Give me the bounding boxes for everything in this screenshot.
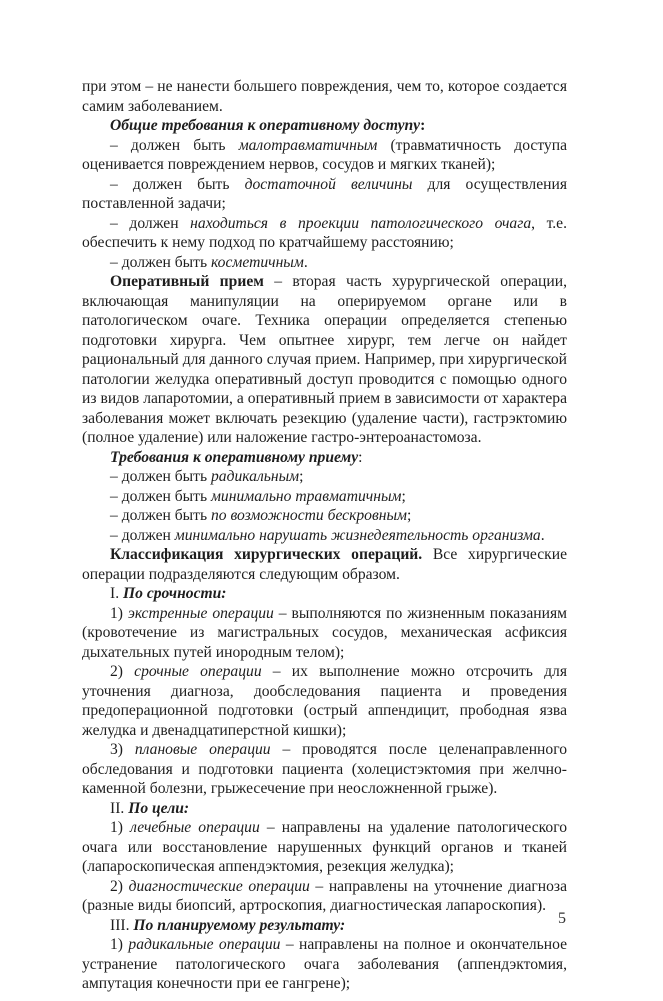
- item-number: 1): [110, 936, 129, 953]
- item-number: 2): [110, 877, 129, 895]
- term-text: Оперативный прием: [110, 273, 264, 290]
- paragraph-continuation: [82, 77, 567, 116]
- term-text: Классификация хирургических операций.: [110, 546, 423, 563]
- item-number: 1): [110, 604, 128, 622]
- text-span: для осуществления поставленной задачи;: [82, 175, 567, 212]
- list-item: [82, 506, 567, 526]
- list-item: [82, 214, 567, 253]
- emphasis-text: малотравматичным: [238, 136, 378, 154]
- text-span: – должен быть: [110, 136, 239, 154]
- text-span: – должен быть: [110, 487, 211, 505]
- emphasis-text: радикальные операции: [128, 936, 281, 953]
- paragraph-operative-technique: [82, 272, 567, 448]
- numbered-item: [82, 740, 567, 799]
- text-span: – направлены на уточнение диагноза (разные виды биопсий, артроскопия, диагностическая лапароскопия).: [82, 877, 567, 914]
- list-item: [82, 136, 567, 175]
- text-span: – направлены на удаление патологического очага или восстановление нарушенных функций органов и тканей (лапароскопическая аппендэктомия, резекция желудка);: [82, 819, 567, 875]
- page-number: 5: [558, 910, 566, 927]
- numbered-item: [82, 604, 567, 663]
- section-numeral: III.: [110, 916, 134, 934]
- section-title: По срочности:: [123, 585, 227, 602]
- section-title: По планируемому результату:: [133, 916, 346, 934]
- section-title: По цели:: [128, 799, 190, 817]
- emphasis-text: лечебные операции: [130, 819, 260, 836]
- heading-text: Требования к оперативному приему: [110, 448, 359, 466]
- numbered-item: [82, 935, 567, 994]
- emphasis-text: экстренные операции: [127, 604, 274, 622]
- text-span: – выполняются по жизненным показаниям (кровотечение из магистральных сосудов, механическая асфиксия дыхательных путей инородным телом);: [82, 604, 567, 661]
- numbered-item: [82, 662, 567, 740]
- emphasis-text: косметичным: [210, 253, 304, 271]
- item-number: 2): [110, 663, 135, 680]
- section-heading-purpose: [82, 799, 567, 819]
- item-number: 3): [110, 741, 135, 758]
- text-span: – должен: [110, 214, 191, 232]
- list-item: [82, 175, 567, 214]
- text-span: .: [303, 253, 308, 271]
- emphasis-text: плановые операции: [134, 741, 271, 758]
- section-heading-result: [82, 916, 567, 936]
- text-span: ;: [401, 487, 406, 505]
- text-span: – их выполнение можно отсрочить для уточнения диагноза, дообследования пациента и проведения предоперационной подготовки (острый аппендицит, прободная язва желудка и двенадцатиперстной кишки);: [82, 663, 567, 739]
- heading-text: Общие требования к оперативному доступу: [110, 117, 421, 134]
- text-span: – должен быть: [110, 507, 211, 524]
- emphasis-text: минимально нарушать жизнедеятельность организма: [174, 526, 541, 544]
- text-span: :: [358, 448, 363, 466]
- text-span: – должен быть: [110, 253, 211, 271]
- text-span: – должен быть: [110, 468, 211, 485]
- text-span: – должен быть: [110, 175, 245, 193]
- text-span: :: [420, 117, 426, 134]
- list-item: [82, 487, 567, 507]
- section-heading-urgency: [82, 584, 567, 604]
- numbered-item: [82, 877, 567, 916]
- emphasis-text: срочные операции: [134, 663, 262, 680]
- text-span: ;: [407, 507, 412, 524]
- numbered-item: [82, 818, 567, 877]
- text-span: Все хирургические операции подразделяются следующим образом.: [82, 546, 568, 583]
- page-body: [82, 77, 567, 994]
- text-span: – проводятся после целенаправленного обследования и подготовки пациента (холецистэктомия при желчно-каменной болезни, грыжесечение при неосложненной грыже).: [82, 741, 567, 797]
- section-numeral: I.: [110, 585, 123, 602]
- text-span: , т.е. обеспечить к нему подход по кратчайшему расстоянию;: [82, 214, 567, 251]
- list-item: [82, 526, 567, 546]
- list-item: [82, 467, 567, 487]
- text-span: – направлены на полное и окончательное устранение патологического очага заболевания (аппендэктомия, ампутация конечности при ее гангрене);: [82, 936, 568, 992]
- item-number: 1): [110, 819, 131, 836]
- text-span: – должен: [110, 526, 175, 544]
- text-span: .: [540, 526, 545, 544]
- emphasis-text: находиться в проекции патологического очага: [190, 214, 532, 232]
- emphasis-text: минимально травматичным: [210, 487, 402, 505]
- emphasis-text: по возможности бескровным: [210, 507, 407, 524]
- heading-technique-requirements: [82, 448, 567, 468]
- paragraph-classification: [82, 545, 567, 584]
- emphasis-text: достаточной величины: [244, 175, 413, 193]
- text-span: – вторая часть хурургической операции, включающая манипуляции на оперируемом органе или в патологическом очаге. Техника операции определяется степенью подготовки хирурга. Чем опытнее хирург, тем легче он найдет рациональный для данного случая прием. Например, при хирургической патологии желудка оперативный доступ проводится с помощью одного из видов лапаротомии, а оперативный прием в зависимости от характера заболевания может включать резекцию (удаление части), гастрэктомию (полное удаление) или наложение гастро-энтероанастомоза.: [82, 273, 567, 446]
- section-numeral: II.: [110, 799, 129, 817]
- emphasis-text: радикальным: [210, 468, 300, 485]
- emphasis-text: диагностические операции: [128, 877, 310, 895]
- heading-access-requirements: [82, 116, 567, 136]
- text-span: при этом – не нанести большего повреждения, чем то, которое создается самим заболеванием.: [82, 78, 567, 115]
- text-span: ;: [299, 468, 304, 485]
- list-item: [82, 253, 567, 273]
- text-span: (травматичность доступа оценивается повреждением нервов, сосудов и мягких тканей);: [82, 136, 567, 173]
